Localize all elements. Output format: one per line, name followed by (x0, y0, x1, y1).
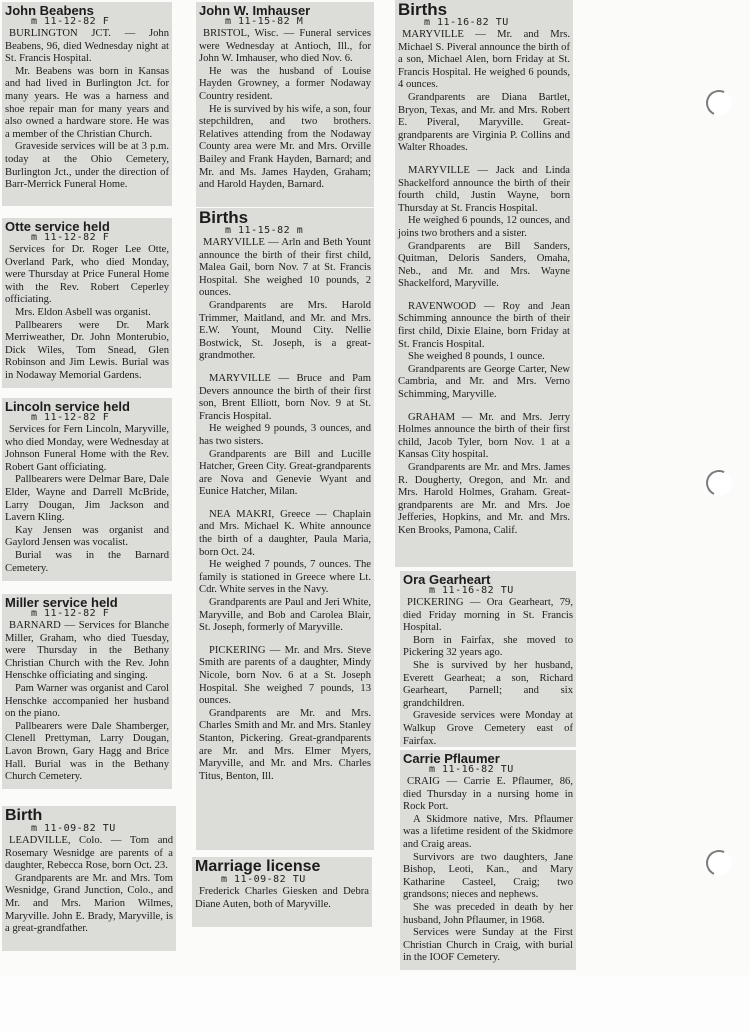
clipping-headline: Lincoln service held (5, 399, 130, 414)
handwritten-note: m 11-09-82 TU (31, 823, 116, 834)
clipping-headline: Miller service held (5, 595, 118, 610)
paragraph: She is survived by her husband, Everett Gearheat; a son, Richard Gearheart, Parnell; and six grandchildren. (403, 659, 573, 709)
paragraph: Graveside services were Monday at Walkup Grove Cemetery east of Fairfax. (403, 710, 573, 747)
paragraph: Pam Warner was organist and Carol Henschke accompanied her husband on the piano. (5, 682, 169, 720)
paragraph: Grandparents are Mr. and Mrs. Tom Wesnidge, Grand Junction, Colo., and Mr. and Mrs. Marion Wilmes, Maryville. John E. Brady, Maryville, is a great-grandfather. (5, 872, 173, 935)
page-bottom-margin (0, 975, 750, 1033)
paragraph: MARYVILLE — Jack and Linda Shackelford announce the birth of their fourth child, Justin Wayne, born Thursday at St. Francis Hospital. (398, 164, 570, 214)
birth-announcement (398, 412, 570, 538)
handwritten-note: m 11-15-82 M (225, 16, 304, 27)
paragraph: Grandparents are Mr. and Mrs. James R. Dougherty, Oregon, and Mr. and Mrs. Harold Holmes, Graham. Great-grandparents are Mr. and Mrs. Joe Jefferies, Hopkins, and Mr. and Mrs. Ken Brooks, Pamona, Calif. (398, 462, 570, 536)
clipping-otte (2, 218, 172, 388)
clipping-headline: Carrie Pflaumer (403, 751, 500, 766)
paragraph: Pallbearers were Delmar Bare, Dale Elder, Wayne and Darrell McBride, Larry Dougan, Jim Jackson and Lavern Kling. (5, 474, 169, 524)
paragraph: He weighed 7 pounds, 7 ounces. The family is stationed in Greece where Lt. Cdr. White serves in the Navy. (199, 559, 371, 596)
paragraph: Grandparents are Bill Sanders, Quitman, Deloris Sanders, Omaha, Neb., and Mr. and Mrs. Wayne Shackelford, Maryville. (398, 240, 570, 290)
clipping-headline: Ora Gearheart (403, 572, 491, 587)
handwritten-note: m 11-16-82 TU (429, 764, 514, 775)
paragraph: Services for Fern Lincoln, Maryville, who died Monday, were Wednesday at Johnson Funeral Home with the Rev. Robert Gant officiating. (5, 424, 169, 473)
birth-announcement (199, 373, 371, 499)
handwritten-note: m 11-12-82 F (31, 412, 110, 423)
paragraph: Pallbearers were Dr. Mark Merriweather, Dr. John Monterubio, Dick Wiles, Tom Snead, Glen Robinson and Jim Lewis. Burial was in Nodaway Memorial Gardens. (5, 319, 169, 381)
paragraph: CRAIG — Carrie E. Pflaumer, 86, died Thursday in a nursing home in Rock Port. (403, 776, 573, 813)
paragraph: He weighed 9 pounds, 3 ounces, and has two sisters. (199, 423, 371, 447)
paragraph: PICKERING — Ora Gearheart, 79, died Friday morning in St. Francis Hospital. (403, 597, 573, 634)
paragraph: GRAHAM — Mr. and Mrs. Jerry Holmes announce the birth of their first child, Jacob Tyler, born Nov. 1 at a Kansas City hospital. (398, 411, 570, 461)
paragraph: BARNARD — Services for Blanche Miller, Graham, who died Tuesday, were Thursday in the Bethany Christian Church with the Rev. John Henschke officiating and singing. (5, 620, 169, 682)
paragraph: A Skidmore native, Mrs. Pflaumer was a lifetime resident of the Skidmore and Craig areas. (403, 813, 573, 850)
birth-announcement (199, 509, 371, 635)
handwritten-note: m 11-12-82 F (31, 608, 110, 619)
birth-announcement (398, 301, 570, 402)
paragraph: MARYVILLE — Bruce and Pam Devers announce the birth of their first son, Brent Elliott, born Nov. 9 at St. Francis Hospital. (199, 372, 371, 422)
clipping-headline: John W. Imhauser (199, 3, 311, 18)
clipping-beabens (2, 2, 172, 206)
birth-announcement (199, 645, 371, 784)
clipping-birth-leadville (2, 806, 176, 951)
paragraph: He weighed 6 pounds, 12 ounces, and joins two brothers and a sister. (398, 215, 570, 239)
binder-hole (702, 466, 735, 499)
clipping-headline: Births (199, 208, 249, 227)
paragraph: MARYVILLE — Arln and Beth Yount announce the birth of their first child, Malea Gail, born Nov. 7 at St. Francis Hospital. She weighed 10 pounds, 2 ounces. (199, 237, 371, 299)
handwritten-note: m 11-12-82 F (31, 232, 110, 243)
clipping-headline: Otte service held (5, 219, 110, 234)
paragraph: LEADVILLE, Colo. — Tom and Rosemary Wesnidge are parents of a daughter, Rebecca Rose, born Oct. 23. (5, 835, 173, 872)
clipping-headline: Marriage license (195, 858, 321, 875)
handwritten-note: m 11-16-82 TU (424, 17, 509, 28)
birth-announcement (398, 29, 570, 155)
handwritten-note: m 11-16-82 TU (429, 585, 514, 596)
handwritten-note: m 11-15-82 m (225, 225, 304, 236)
paragraph: NEA MAKRI, Greece — Chaplain and Mrs. Michael K. White announce the birth of a daughter, Paula Maria, born Oct. 24. (199, 508, 371, 558)
clipping-headline: Birth (5, 807, 43, 824)
paragraph: Graveside services will be at 3 p.m. today at the Ohio Cemetery, Burlington Jct., under the direction of Barr-Merrick Funeral Home. (5, 141, 169, 191)
paragraph: Survivors are two daughters, Jane Bishop, Leoti, Kan., and Mary Katharine Casteel, Craig; two grandsons; nieces and nephews. (403, 851, 573, 901)
paragraph: BRISTOL, Wisc. — Funeral services were Wednesday at Antioch, Ill., for John W. Imhauser, who died Nov. 6. (199, 28, 371, 65)
birth-announcement (199, 237, 371, 363)
paragraph: Grandparents are Mrs. Harold Trimmer, Maitland, and Mr. and Mrs. E.W. Yount, Mound City. Nellie Bostwick, St. Joseph, is a great-grandmother. (199, 299, 371, 362)
clipping-gearheart (400, 571, 576, 747)
paragraph: She weighed 8 pounds, 1 ounce. (408, 351, 545, 363)
paragraph: He is survived by his wife, a son, four stepchildren, and two brothers. Relatives attending from the Nodaway County area were Mr. and Mrs. Orville Bailey and Frank Hayden, Barnard; and Mr. and Ms. James Hayden, Graham; and Harold Hayden, Barnard. (199, 103, 371, 191)
binder-hole (702, 86, 735, 119)
clipping-marriage-license (192, 857, 372, 927)
binder-hole (702, 846, 735, 879)
clipping-births-mid (196, 208, 374, 850)
paragraph: MARYVILLE — Mr. and Mrs. Michael S. Piveral announce the birth of a son, Michael Alen, born Friday at St. Francis Hospital. He weighed 6 pounds, 4 ounces. (398, 29, 570, 91)
birth-announcement (398, 165, 570, 291)
clipping-imhauser (196, 2, 374, 207)
paragraph: BURLINGTON JCT. — John Beabens, 96, died Wednesday night at St. Francis Hospital. (5, 28, 169, 65)
paragraph: Services were Sunday at the First Christian Church in Craig, with burial in the IOOF Cemetery. (403, 927, 573, 964)
clipping-headline: Births (398, 0, 448, 19)
paragraph: Kay Jensen was organist and Gaylord Jensen was vocalist. (5, 524, 169, 549)
paragraph: He was the husband of Louise Hayden Growney, a former Nodaway Country resident. (199, 65, 371, 102)
paragraph: Mrs. Eldon Asbell was organist. (15, 306, 151, 318)
paragraph: Burial was in the Barnard Cemetery. (5, 549, 169, 574)
paragraph: Grandparents are George Carter, New Cambria, and Mr. and Mrs. Verno Schimming, Maryville. (398, 363, 570, 401)
paragraph: Pallbearers were Dale Shamberger, Clenell Prettyman, Larry Dougan, Lavon Brown, Gary Hagg and Brice Hall. Burial was in the Bethany Church Cemetery. (5, 720, 169, 783)
clipping-lincoln (2, 398, 172, 581)
paragraph: Services for Dr. Roger Lee Otte, Overland Park, who died Monday, were Thursday at Price Funeral Home with the Rev. Robert Ceperley officiating. (5, 244, 169, 306)
paragraph: PICKERING — Mr. and Mrs. Steve Smith are parents of a daughter, Mindy Nicole, born Nov. 6 at a St. Joseph Hospital. She weighed 7 pounds, 13 ounces. (199, 644, 371, 707)
paragraph: Grandparents are Paul and Jeri White, Maryville, and Bob and Carolea Blair, St. Joseph, formerly of Maryville. (199, 597, 371, 634)
paragraph: Born in Fairfax, she moved to Pickering 32 years ago. (403, 634, 573, 659)
handwritten-note: m 11-12-82 F (31, 16, 110, 27)
paragraph: Grandparents are Mr. and Mrs. Charles Smith and Mr. and Mrs. Stanley Stanton, Pickering. Great-grandparents are Mr. and Mrs. Elmer Myers, Maryville, and Mr. and Mrs. Charles Titus, Benton, Ill. (199, 707, 371, 782)
paragraph: She was preceded in death by her husband, John Pflaumer, in 1968. (403, 901, 573, 926)
clipping-miller (2, 594, 172, 789)
paragraph: RAVENWOOD — Roy and Jean Schimming announce the birth of their first child, Dixie Elaine, born Friday at St. Francis Hospital. (398, 300, 570, 350)
paragraph: Frederick Charles Giesken and Debra Diane Auten, both of Maryville. (195, 886, 369, 910)
paragraph: Grandparents are Diana Bartlet, Bryon, Texas, and Mr. and Mrs. Robert E. Piveral, Maryville. Great-grandparents are Virginia P. Collins and Walter Rhoades. (398, 91, 570, 154)
clipping-headline: John Beabens (5, 3, 94, 18)
clipping-births-right (395, 0, 573, 567)
paragraph: Mr. Beabens was born in Kansas and had lived in Burlington Jct. for many years. He was a harness and shoe repair man for many years and also owned a hardware store. He was a member of the Christian Church. (5, 65, 169, 140)
paragraph: Grandparents are Bill and Lucille Hatcher, Green City. Great-grandparents are Nova and Genevie Wyant and Eunice Hatcher, Milan. (199, 448, 371, 498)
clipping-pflaumer (400, 750, 576, 970)
handwritten-note: m 11-09-82 TU (221, 874, 306, 885)
